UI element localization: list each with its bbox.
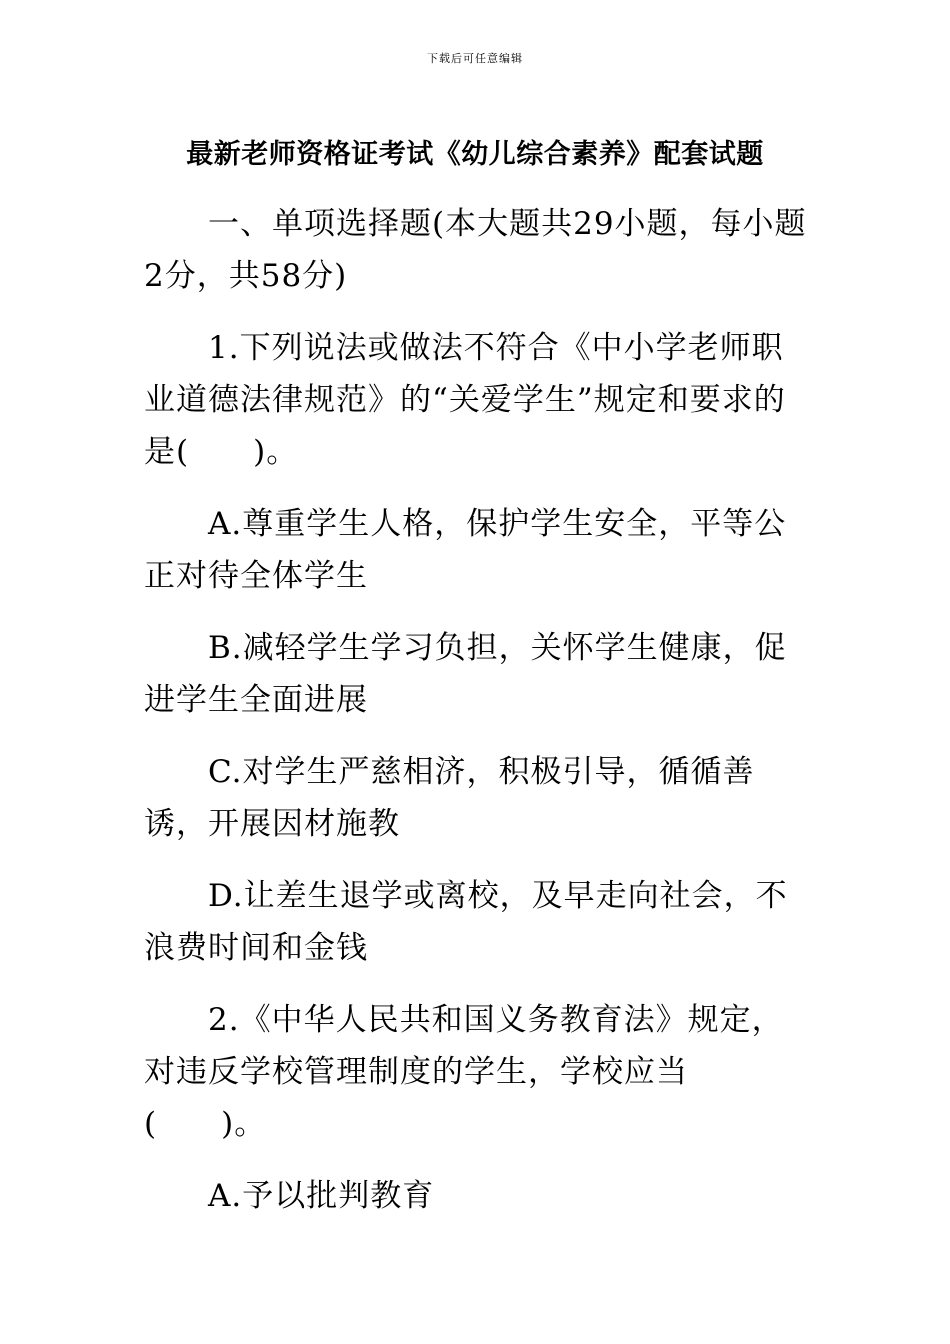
question-1-option-d: D.让差生退学或离校，及早走向社会，不浪费时间和金钱: [144, 878, 788, 966]
question-2-option-a: A.予以批判教育: [208, 1178, 435, 1214]
document-body: [144, 198, 808, 1242]
question-2-stem: 2.《中华人民共和国义务教育法》规定，对违反学校管理制度的学生，学校应当( )。: [144, 1002, 784, 1142]
question-1-option-a: A.尊重学生人格，保护学生安全，平等公正对待全体学生: [144, 506, 787, 594]
header-note: 下载后可任意编辑: [427, 52, 523, 65]
document-title: 最新老师资格证考试《幼儿综合素养》配套试题: [186, 139, 764, 170]
question-1-option-b: B.减轻学生学习负担，关怀学生健康，促进学生全面进展: [144, 630, 787, 718]
question-1-stem: 1.下列说法或做法不符合《中小学老师职业道德法律规范》的“关爱学生”规定和要求的是( )。: [144, 330, 786, 470]
section-heading: 一、单项选择题(本大题共29小题，每小题2分，共58分): [144, 206, 807, 294]
question-1-option-c: C.对学生严慈相济，积极引导，循循善诱，开展因材施教: [144, 754, 755, 842]
